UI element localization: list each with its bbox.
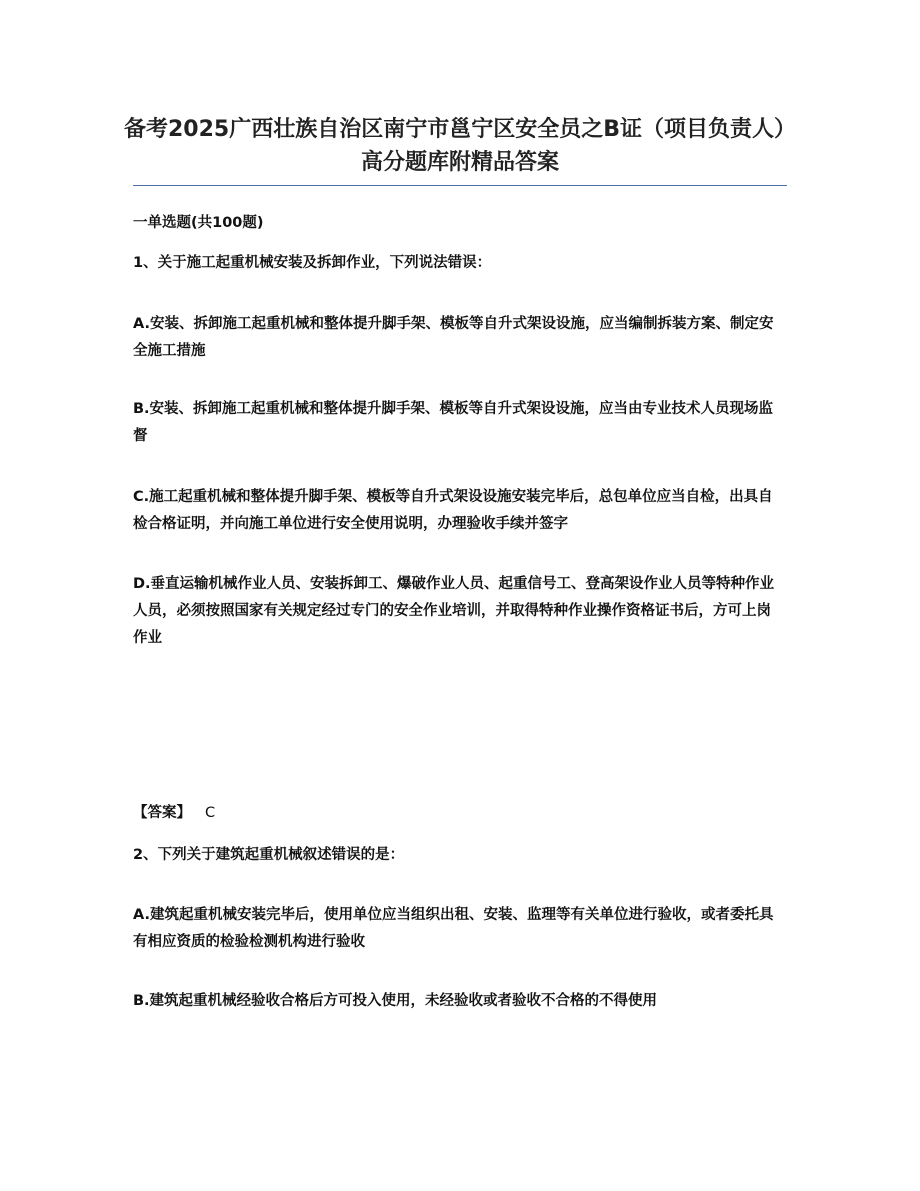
title-divider	[133, 185, 787, 186]
question-2-stem: 2、下列关于建筑起重机械叙述错误的是：	[133, 847, 405, 863]
answer-label: 【答案】	[133, 805, 191, 821]
document-title: 备考2025广西壮族自治区南宁市邕宁区安全员之B证（项目负责人）高分题库附精品答案	[123, 117, 796, 175]
question-2-option-b: B.建筑起重机械经验收合格后方可投入使用，未经验收或者验收不合格的不得使用	[133, 993, 658, 1009]
question-1-option-c: C.施工起重机械和整体提升脚手架、模板等自升式架设设施安装完毕后，总包单位应当自检，出具自检合格证明，并向施工单位进行安全使用说明，办理验收手续并签字	[133, 489, 773, 532]
answer-value: C	[205, 805, 216, 821]
section-heading: 一单选题(共100题)	[133, 215, 264, 231]
question-1-answer	[133, 800, 793, 827]
question-1-option-b: B.安装、拆卸施工起重机械和整体提升脚手架、模板等自升式架设设施，应当由专业技术人员现场监督	[133, 401, 774, 444]
question-1-stem: 1、关于施工起重机械安装及拆卸作业，下列说法错误：	[133, 255, 492, 271]
question-2-option-a: A.建筑起重机械安装完毕后，使用单位应当组织出租、安装、监理等有关单位进行验收，或者委托具有相应资质的检验检测机构进行验收	[133, 907, 774, 950]
question-1-option-a: A.安装、拆卸施工起重机械和整体提升脚手架、模板等自升式架设设施，应当编制拆装方案、制定安全施工措施	[133, 316, 774, 359]
question-1-option-d: D.垂直运输机械作业人员、安装拆卸工、爆破作业人员、起重信号工、登高架设作业人员等特种作业人员，必须按照国家有关规定经过专门的安全作业培训，并取得特种作业操作资格证书后，方可上岗作业	[133, 576, 775, 646]
